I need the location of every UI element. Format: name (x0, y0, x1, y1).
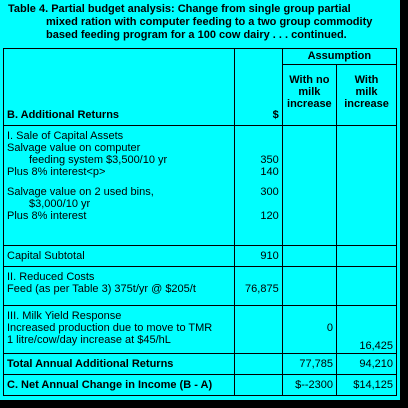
capital-no-milk-cell (282, 125, 336, 246)
capital-item1-line2: feeding system $3,500/10 yr (29, 153, 168, 166)
milk-line2: Increased production due to move to TMR (7, 321, 213, 334)
net-milk-value: $14,125 (337, 374, 397, 395)
budget-table (3, 48, 397, 396)
milk-milk-value: 16,425 (337, 305, 397, 353)
net-label: C. Net Annual Change in Income (B - A) (4, 374, 235, 395)
net-dollar-cell (235, 374, 282, 395)
total-dollar-cell (235, 354, 282, 375)
reduced-costs-section (4, 267, 235, 306)
milk-heading: III. Milk Yield Response (7, 309, 122, 322)
capital-subtotal-no-milk-cell (282, 246, 336, 267)
dollar-header: $ (235, 49, 282, 126)
milk-no-milk-value: 0 (282, 305, 336, 353)
reduced-item-label: Feed (as per Table 3) 375t/yr @ $205/t (7, 283, 196, 296)
reduced-values (235, 267, 282, 306)
caption-line-1: Table 4. Partial budget analysis: Change from single group partial (8, 3, 351, 15)
milk-dollar-cell (235, 305, 282, 353)
capital-item3-value: 300 (260, 185, 279, 198)
col-header-no-milk-line-3: increase (287, 97, 332, 110)
capital-item4-label: Plus 8% interest (7, 209, 87, 222)
net-no-milk-value: $--2300 (282, 374, 336, 395)
col-header-milk-line-1: With (354, 73, 379, 86)
capital-item4-value: 120 (260, 209, 279, 222)
capital-item3-line2: $3,000/10 yr (29, 197, 91, 210)
assumption-header: Assumption (282, 49, 396, 65)
capital-subtotal-value: 910 (235, 246, 282, 267)
col-header-no-milk-line-2: milk (298, 85, 321, 98)
capital-milk-cell (337, 125, 397, 246)
col-header-milk-line-2: milk (355, 85, 378, 98)
capital-item2-value: 140 (260, 165, 279, 178)
section-header-additional-returns: B. Additional Returns (4, 49, 235, 126)
reduced-no-milk-cell (282, 267, 336, 306)
milk-yield-section (4, 305, 235, 353)
total-label: Total Annual Additional Returns (4, 354, 235, 375)
capital-heading: I. Sale of Capital Assets (7, 129, 124, 142)
capital-assets-section (4, 125, 235, 246)
milk-line3: 1 litre/cow/day increase at $45/hL (7, 333, 171, 346)
caption-line-3: based feeding program for a 100 cow dairy . . . continued. (46, 29, 347, 41)
total-no-milk-value: 77,785 (282, 354, 336, 375)
table-caption (8, 3, 396, 42)
caption-line-2: mixed ration with computer feeding to a two group commodity (46, 16, 373, 28)
col-header-no-milk-increase (282, 64, 336, 125)
reduced-milk-cell (337, 267, 397, 306)
total-milk-value: 94,210 (337, 354, 397, 375)
reduced-item-value: 76,875 (245, 283, 279, 296)
reduced-heading: II. Reduced Costs (7, 271, 95, 284)
capital-item1-line1: Salvage value on computer (7, 141, 141, 154)
capital-item3-line1: Salvage value on 2 used bins, (7, 185, 154, 198)
col-header-milk-increase (337, 64, 397, 125)
col-header-no-milk-line-1: With no (289, 73, 330, 86)
col-header-milk-line-3: increase (344, 97, 389, 110)
capital-item2-label: Plus 8% interest<p> (7, 165, 106, 178)
capital-subtotal-milk-cell (337, 246, 397, 267)
capital-item1-value: 350 (260, 153, 279, 166)
capital-subtotal-label: Capital Subtotal (4, 246, 235, 267)
capital-values (235, 125, 282, 246)
